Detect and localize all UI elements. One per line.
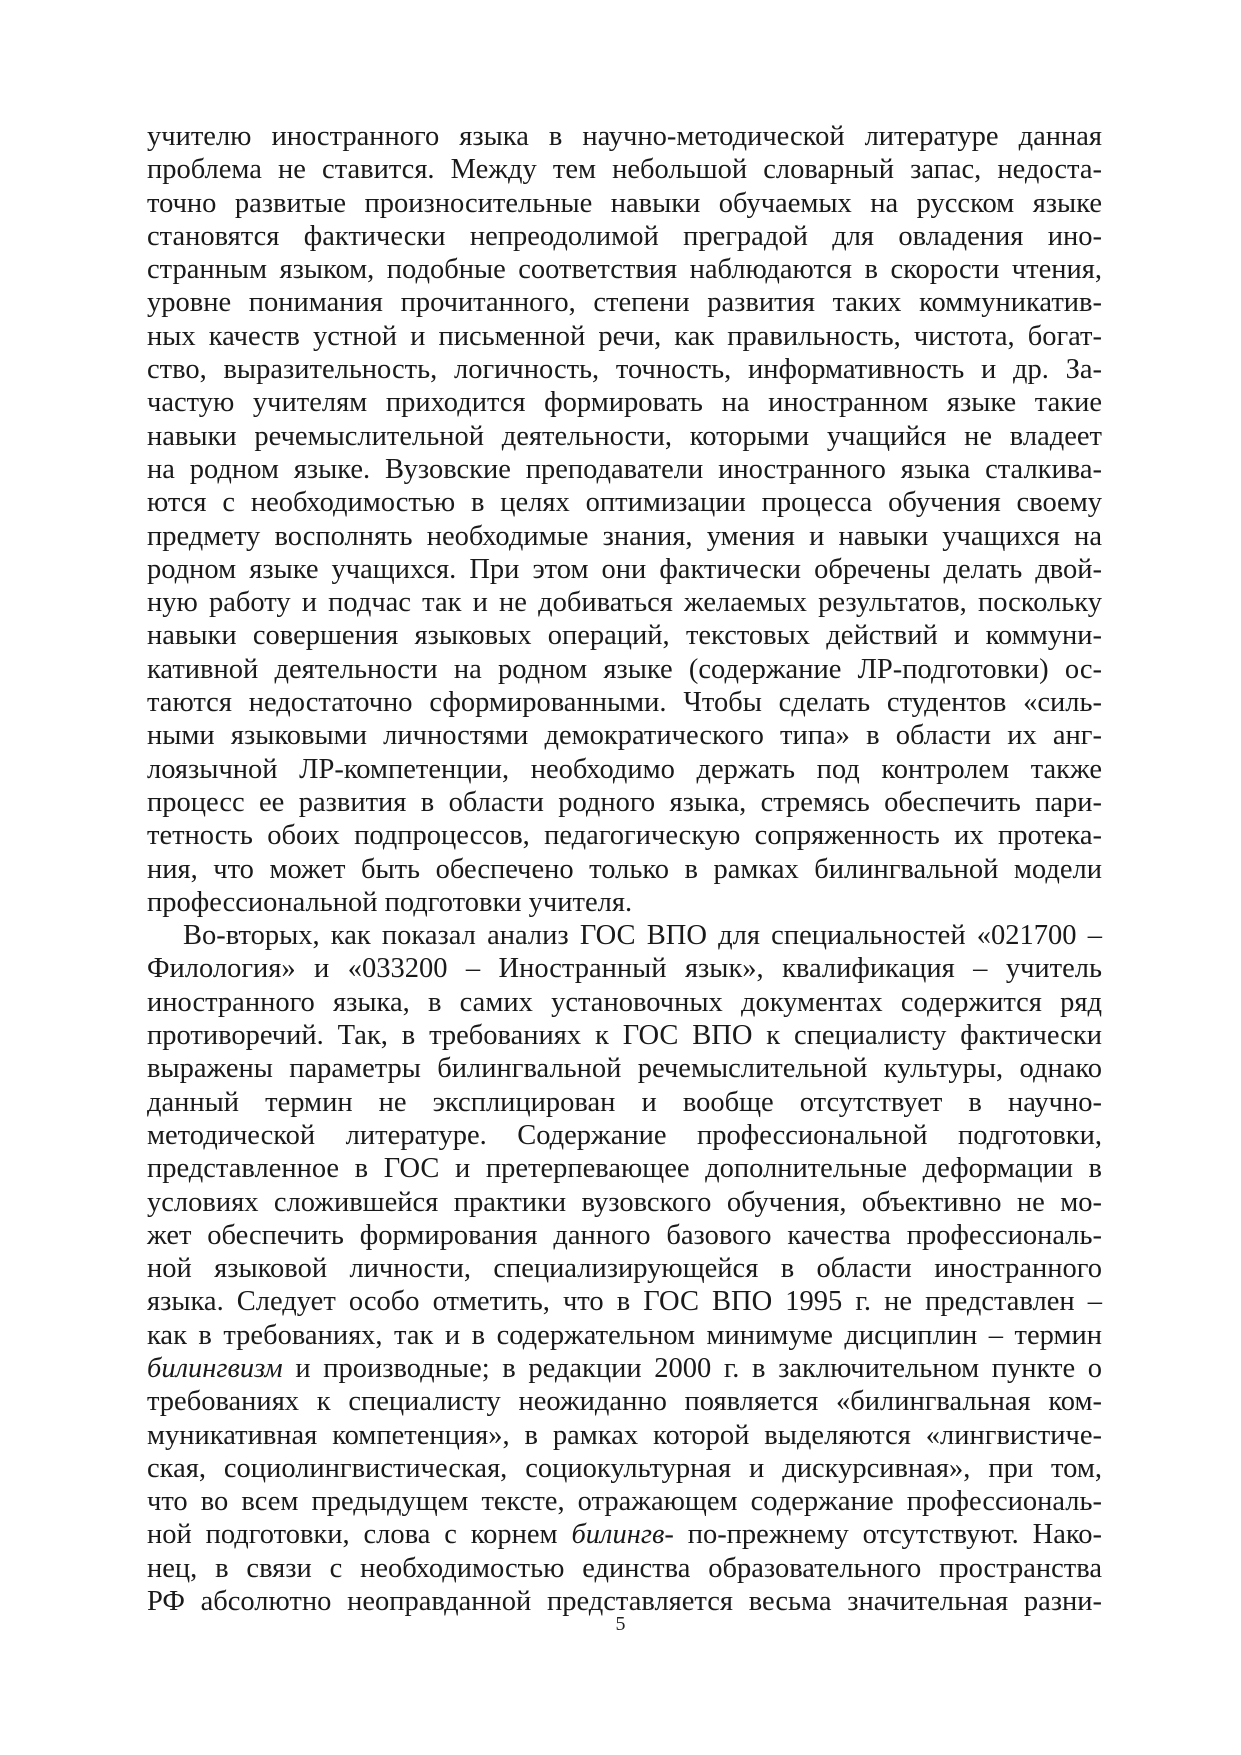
text-line: навыки речемыслительной деятельности, которыми учащийся не владеет <box>147 420 1102 452</box>
text-line: кативной деятельности на родном языке (содержание ЛР-подготовки) ос- <box>147 653 1102 685</box>
text-line: противоречий. Так, в требованиях к ГОС ВПО к специалисту фактически <box>147 1020 1102 1052</box>
text-line: ных качеств устной и письменной речи, как правильность, чистота, богат- <box>147 320 1102 352</box>
text-line: становятся фактически непреодолимой преградой для овладения ино- <box>147 220 1102 252</box>
text-line: языка. Следует особо отметить, что в ГОС ВПО 1995 г. не представлен – <box>147 1286 1102 1318</box>
text-run: по-прежнему отсутствуют. Нако- <box>673 1519 1102 1551</box>
text-line: лоязычной ЛР-компетенции, необходимо держать под контролем также <box>147 753 1102 785</box>
text-line: учителю иностранного языка в научно-методической литературе данная <box>147 121 1102 152</box>
text-line: условиях сложившейся практики вузовского обучения, объективно не мо- <box>147 1186 1102 1218</box>
text-line: тетность обоих подпроцессов, педагогическую сопряженность их протека- <box>147 820 1102 852</box>
text-line: РФ абсолютно неоправданной представляется весьма значительная разни- <box>147 1586 1102 1618</box>
text-run: и производные; в редакции 2000 г. в заключительном пункте о <box>282 1352 1102 1384</box>
text-line <box>147 1518 1102 1551</box>
text-line: методической литературе. Содержание профессиональной подготовки, <box>147 1119 1102 1151</box>
text-line: странным языком, подобные соответствия наблюдаются в скорости чтения, <box>147 254 1102 286</box>
text-line: выражены параметры билингвальной речемыслительной культуры, однако <box>147 1053 1102 1085</box>
document-page <box>147 120 1102 1618</box>
text-line <box>147 1352 1102 1385</box>
text-line: проблема не ставится. Между тем небольшой словарный запас, недоста- <box>147 154 1102 186</box>
text-line: что во всем предыдущем тексте, отражающем содержание профессиональ- <box>147 1486 1102 1518</box>
text-line: частую учителям приходится формировать на иностранном языке такие <box>147 387 1102 419</box>
text-run: ной подготовки, слова с корнем <box>147 1519 572 1551</box>
text-line: ную работу и подчас так и не добиваться желаемых результатов, поскольку <box>147 587 1102 619</box>
text-line: ными языковыми личностями демократического типа» в области их анг- <box>147 720 1102 752</box>
text-line: процесс ее развития в области родного языка, стремясь обеспечить пари- <box>147 786 1102 818</box>
text-line: Во-вторых, как показал анализ ГОС ВПО для специальностей «021700 – <box>183 920 1102 952</box>
text-line: профессиональной подготовки учителя. <box>147 886 633 918</box>
text-line: требованиях к специалисту неожиданно появляется «билингвальная ком- <box>147 1386 1102 1418</box>
text-line: ния, что может быть обеспечено только в рамках билингвальной модели <box>147 853 1102 885</box>
paragraph-2 <box>147 919 1102 1618</box>
text-line: муникативная компетенция», в рамках которой выделяются «лингвистиче- <box>147 1419 1102 1451</box>
text-line: ной языковой личности, специализирующейся в области иностранного <box>147 1253 1102 1285</box>
text-line: ская, социолингвистическая, социокультурная и дискурсивная», при том, <box>147 1452 1102 1484</box>
paragraph-1 <box>147 120 1102 919</box>
text-line: родном языке учащихся. При этом они фактически обречены делать двой- <box>147 553 1102 585</box>
text-line: точно развитые произносительные навыки обучаемых на русском языке <box>147 187 1102 219</box>
text-line: жет обеспечить формирования данного базового качества профессиональ- <box>147 1219 1102 1251</box>
text-line: ются с необходимостью в целях оптимизации процесса обучения своему <box>147 487 1102 519</box>
text-line: навыки совершения языковых операций, текстовых действий и коммуни- <box>147 620 1102 652</box>
text-line: данный термин не эксплицирован и вообще отсутствует в научно- <box>147 1086 1102 1118</box>
italic-term: билингв- <box>571 1519 674 1551</box>
italic-term: билингвизм <box>147 1352 283 1384</box>
text-line: на родном языке. Вузовские преподаватели иностранного языка сталкива- <box>147 453 1102 485</box>
text-line: таются недостаточно сформированными. Чтобы сделать студентов «силь- <box>147 687 1102 719</box>
text-line: иностранного языка, в самих установочных документах содержится ряд <box>147 986 1102 1018</box>
text-line: представленное в ГОС и претерпевающее дополнительные деформации в <box>147 1153 1102 1185</box>
text-line: предмету восполнять необходимые знания, умения и навыки учащихся на <box>147 520 1102 552</box>
text-line: как в требованиях, так и в содержательном минимуме дисциплин – термин <box>147 1319 1102 1351</box>
text-line: уровне понимания прочитанного, степени развития таких коммуникатив- <box>147 287 1102 319</box>
text-line: ство, выразительность, логичность, точность, информативность и др. За- <box>147 354 1102 386</box>
page-number: 5 <box>615 1613 626 1635</box>
text-line: нец, в связи с необходимостью единства образовательного пространства <box>147 1552 1102 1584</box>
text-line: Филология» и «033200 – Иностранный язык», квалификация – учитель <box>147 953 1102 985</box>
